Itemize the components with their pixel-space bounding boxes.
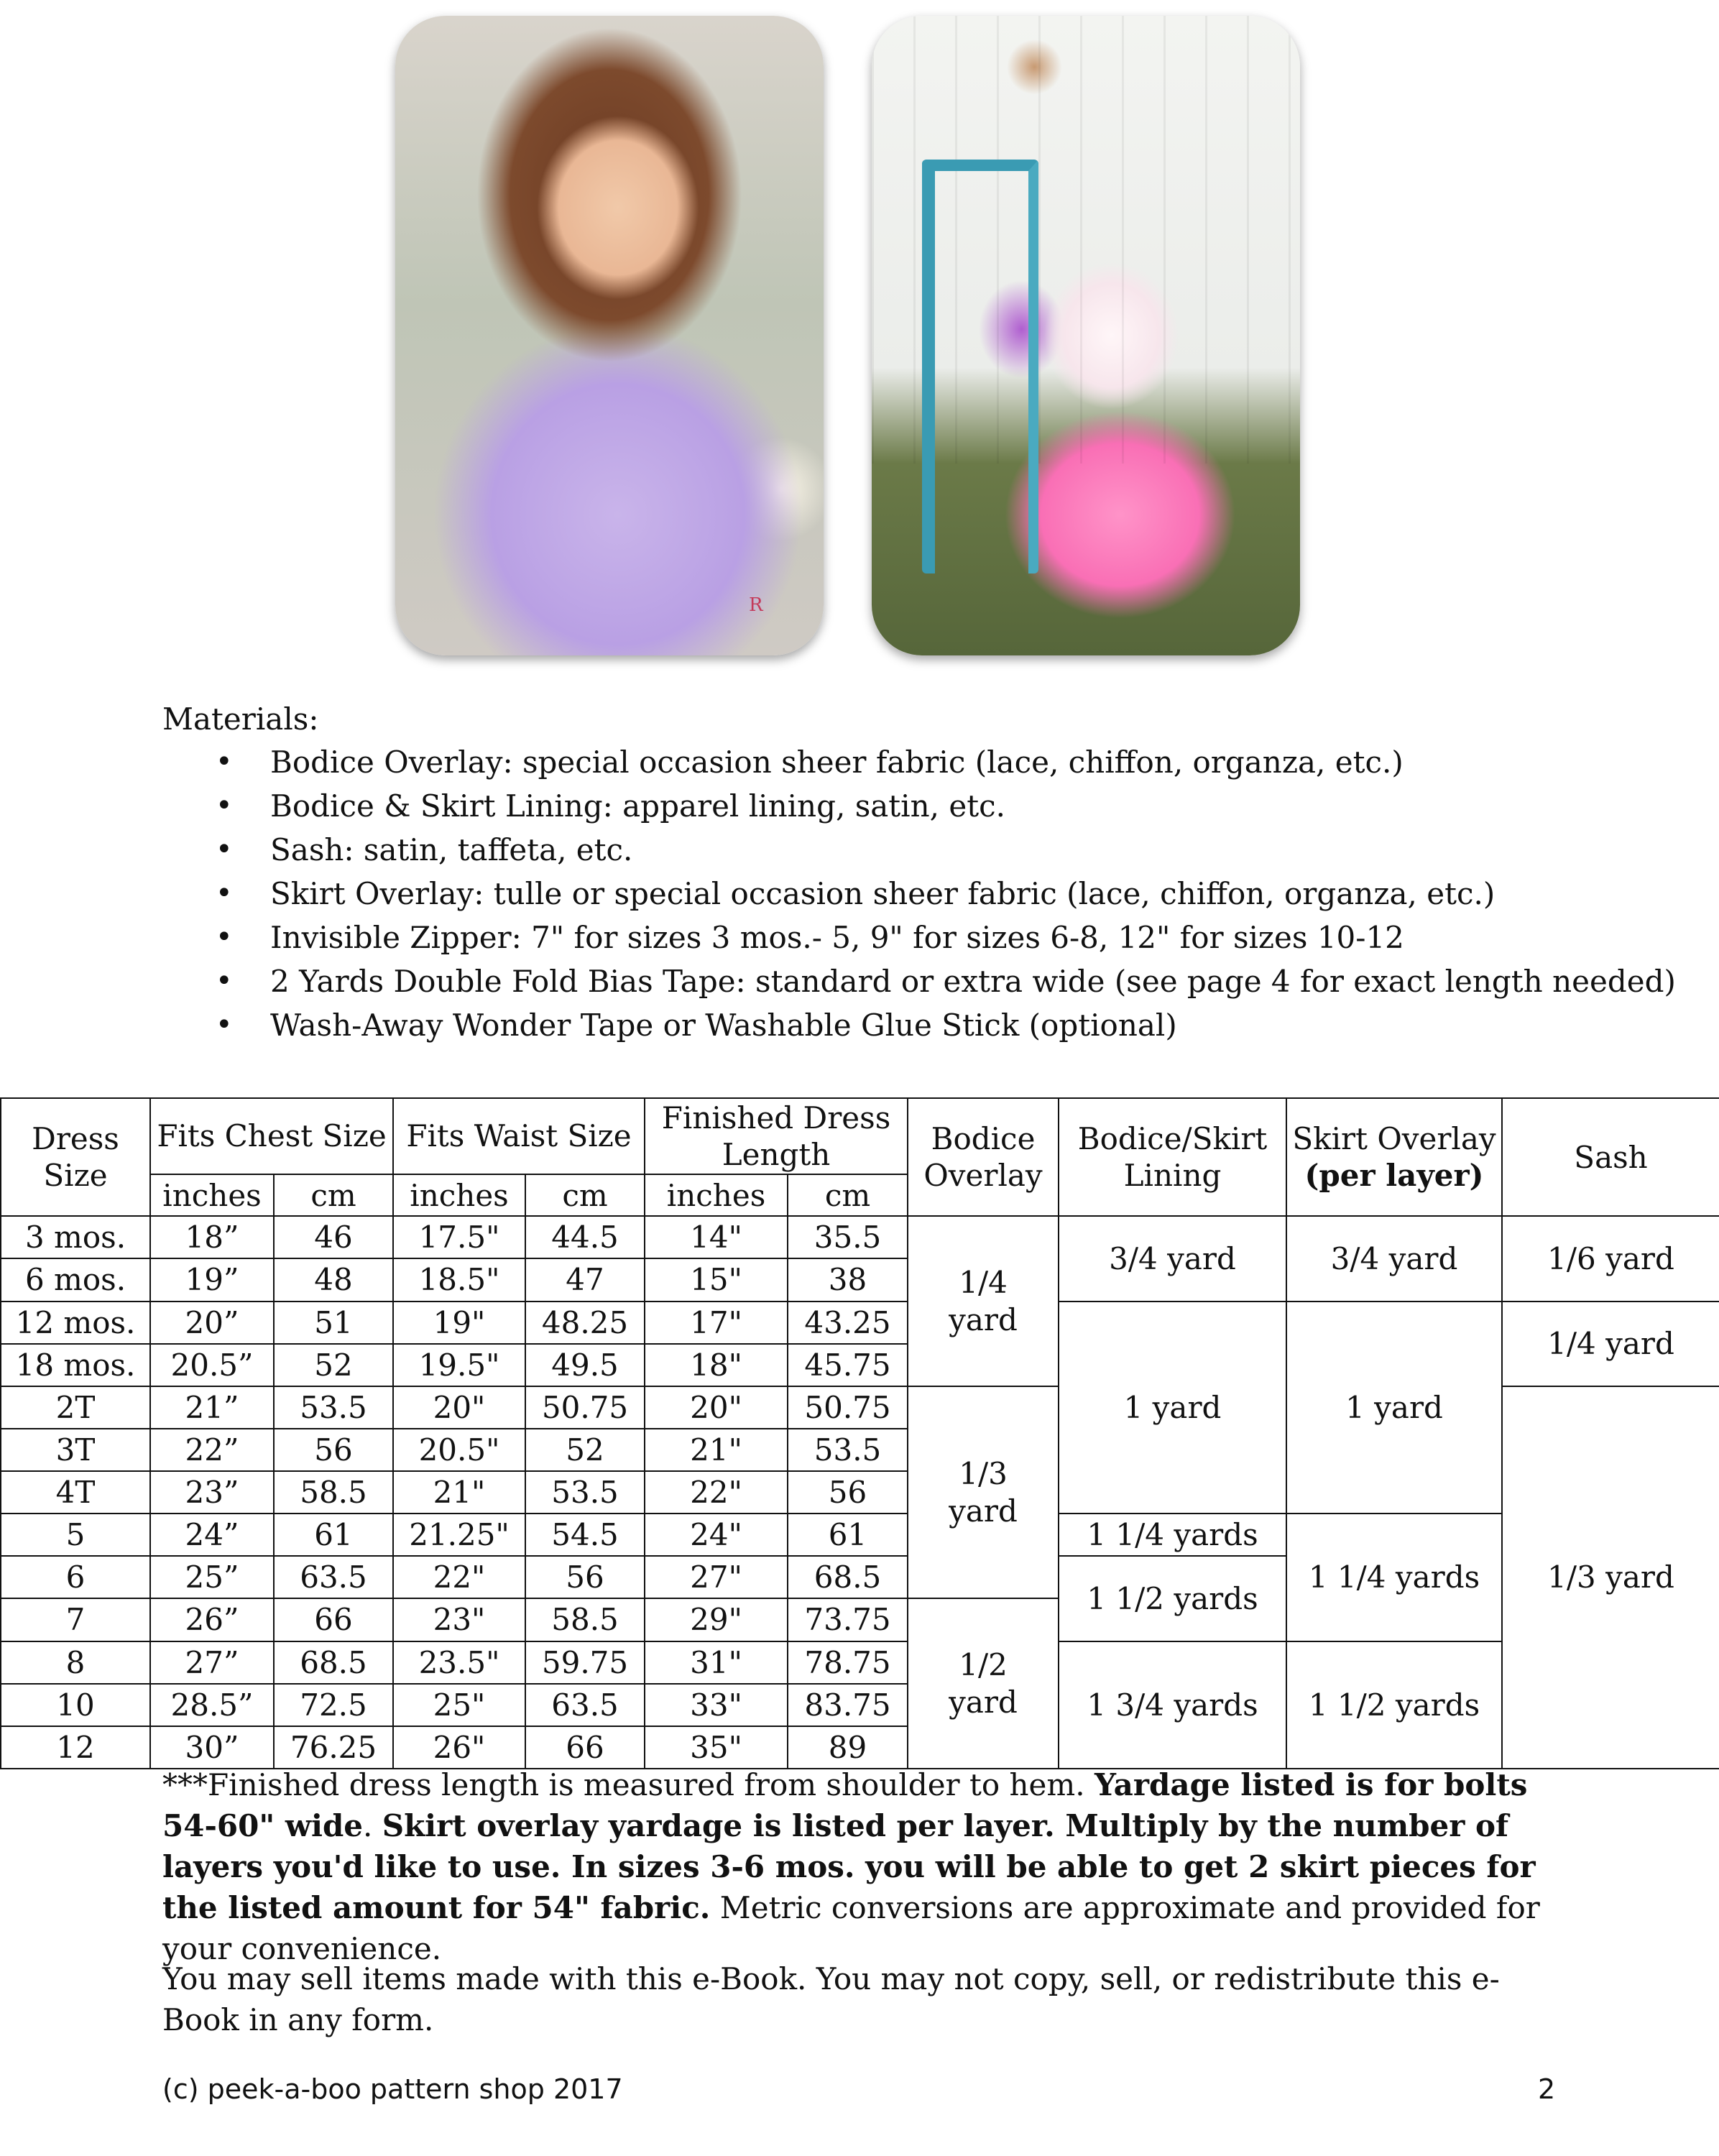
- table-cell: 8: [1, 1641, 150, 1684]
- bodice-yardage-cell: 1/4 yard: [908, 1216, 1059, 1386]
- photographer-logo: R: [749, 594, 763, 616]
- table-cell: 53.5: [525, 1471, 645, 1514]
- table-cell: 26”: [150, 1598, 274, 1641]
- table-cell: 20”: [150, 1302, 274, 1344]
- table-cell: 72.5: [274, 1684, 393, 1726]
- table-cell: 15": [645, 1258, 788, 1301]
- table-cell: 6 mos.: [1, 1258, 150, 1301]
- table-cell: 56: [274, 1429, 393, 1471]
- header-length: Finished Dress Length: [645, 1098, 908, 1174]
- yardage-note: [162, 1764, 1557, 1969]
- list-item: • Sash: satin, taffeta, etc.: [216, 828, 1676, 872]
- sash-yardage-cell: 1/4 yard: [1502, 1302, 1719, 1386]
- table-cell: 3T: [1, 1429, 150, 1471]
- table-cell: 68.5: [788, 1556, 908, 1598]
- list-item: • 2 Yards Double Fold Bias Tape: standard or extra wide (see page 4 for exact length needed): [216, 959, 1676, 1003]
- table-cell: 22”: [150, 1429, 274, 1471]
- subheader-inches: inches: [645, 1174, 788, 1216]
- table-row: [1, 1514, 1719, 1556]
- table-cell: 61: [274, 1514, 393, 1556]
- table-cell: 27": [645, 1556, 788, 1598]
- list-item: • Skirt Overlay: tulle or special occasion sheer fabric (lace, chiffon, organza, etc.): [216, 872, 1676, 916]
- table-cell: 21": [393, 1471, 525, 1514]
- note-bold-text: Skirt overlay yardage is listed per layer. Multiply by the number of layers you'd like to use. In sizes 3-6 mos. you will be able to get 2 skirt pieces for the listed amount for 54" fabric.: [162, 1808, 1536, 1925]
- note-bold-text: Yardage listed is for bolts 54-60" wide: [162, 1767, 1528, 1843]
- table-cell: 50.75: [525, 1386, 645, 1429]
- sash-yardage-cell: 1/3 yard: [1502, 1386, 1719, 1769]
- header-sash: Sash: [1502, 1098, 1719, 1216]
- table-cell: 66: [525, 1726, 645, 1769]
- table-cell: 51: [274, 1302, 393, 1344]
- table-row: [1, 1641, 1719, 1684]
- table-cell: 18 mos.: [1, 1344, 150, 1386]
- lining-yardage-cell: 1 3/4 yards: [1059, 1641, 1286, 1769]
- table-cell: 18”: [150, 1216, 274, 1258]
- table-cell: 76.25: [274, 1726, 393, 1769]
- table-cell: 78.75: [788, 1641, 908, 1684]
- table-cell: 17.5": [393, 1216, 525, 1258]
- table-cell: 58.5: [274, 1471, 393, 1514]
- table-cell: 63.5: [274, 1556, 393, 1598]
- table-cell: 52: [274, 1344, 393, 1386]
- table-cell: 66: [274, 1598, 393, 1641]
- table-cell: 43.25: [788, 1302, 908, 1344]
- usage-rights: You may sell items made with this e-Book. You may not copy, sell, or redistribute this e-Book in any form.: [162, 1961, 1500, 2037]
- subheader-cm: cm: [525, 1174, 645, 1216]
- skirt-yardage-cell: 1 1/2 yards: [1286, 1641, 1502, 1769]
- page-number: 2: [1538, 2073, 1556, 2105]
- table-cell: 18.5": [393, 1258, 525, 1301]
- table-cell: 19.5": [393, 1344, 525, 1386]
- table-cell: 5: [1, 1514, 150, 1556]
- table-cell: 23": [393, 1598, 525, 1641]
- sash-yardage-cell: 1/6 yard: [1502, 1216, 1719, 1301]
- table-cell: 47: [525, 1258, 645, 1301]
- subheader-inches: inches: [393, 1174, 525, 1216]
- table-cell: 12 mos.: [1, 1302, 150, 1344]
- table-cell: 20": [393, 1386, 525, 1429]
- table-row: [1, 1302, 1719, 1344]
- table-cell: 44.5: [525, 1216, 645, 1258]
- table-row: [1, 1216, 1719, 1258]
- table-cell: 35": [645, 1726, 788, 1769]
- table-cell: 61: [788, 1514, 908, 1556]
- table-cell: 53.5: [274, 1386, 393, 1429]
- table-cell: 19": [393, 1302, 525, 1344]
- list-item: • Invisible Zipper: 7" for sizes 3 mos.- 5, 9" for sizes 6-8, 12" for sizes 10-12: [216, 916, 1676, 959]
- table-cell: 29": [645, 1598, 788, 1641]
- lining-yardage-cell: 1 1/4 yards: [1059, 1514, 1286, 1556]
- blue-chair: [922, 160, 1038, 573]
- photo-girl-pink-dress: [872, 16, 1300, 655]
- table-cell: 22": [393, 1556, 525, 1598]
- table-cell: 25": [393, 1684, 525, 1726]
- table-cell: 23.5": [393, 1641, 525, 1684]
- list-item: • Bodice Overlay: special occasion sheer fabric (lace, chiffon, organza, etc.): [216, 740, 1676, 784]
- table-cell: 49.5: [525, 1344, 645, 1386]
- table-cell: 27”: [150, 1641, 274, 1684]
- header-skirt-overlay-label: Skirt Overlay: [1292, 1120, 1496, 1156]
- header-waist: Fits Waist Size: [393, 1098, 645, 1174]
- table-cell: 28.5”: [150, 1684, 274, 1726]
- table-cell: 31": [645, 1641, 788, 1684]
- note-text: .: [363, 1808, 382, 1843]
- header-bodice-overlay: Bodice Overlay: [908, 1098, 1059, 1216]
- skirt-yardage-cell: 1 yard: [1286, 1302, 1502, 1514]
- table-cell: 53.5: [788, 1429, 908, 1471]
- header-skirt-overlay: [1286, 1098, 1502, 1216]
- materials-heading: Materials:: [162, 701, 319, 737]
- table-cell: 18": [645, 1344, 788, 1386]
- table-cell: 21": [645, 1429, 788, 1471]
- table-cell: 48: [274, 1258, 393, 1301]
- table-cell: 58.5: [525, 1598, 645, 1641]
- lining-yardage-cell: 1 1/2 yards: [1059, 1556, 1286, 1641]
- table-cell: 21”: [150, 1386, 274, 1429]
- table-cell: 46: [274, 1216, 393, 1258]
- table-cell: 50.75: [788, 1386, 908, 1429]
- lining-yardage-cell: 1 yard: [1059, 1302, 1286, 1514]
- table-cell: 24”: [150, 1514, 274, 1556]
- table-cell: 22": [645, 1471, 788, 1514]
- skirt-yardage-cell: 3/4 yard: [1286, 1216, 1502, 1301]
- table-cell: 38: [788, 1258, 908, 1301]
- table-cell: 52: [525, 1429, 645, 1471]
- header-skirt-overlay-sub: (per layer): [1304, 1158, 1484, 1194]
- table-cell: 20.5": [393, 1429, 525, 1471]
- list-item: • Bodice & Skirt Lining: apparel lining, satin, etc.: [216, 784, 1676, 828]
- table-cell: 12: [1, 1726, 150, 1769]
- subheader-cm: cm: [274, 1174, 393, 1216]
- table-cell: 56: [788, 1471, 908, 1514]
- table-cell: 6: [1, 1556, 150, 1598]
- table-cell: 2T: [1, 1386, 150, 1429]
- materials-list: [216, 740, 1676, 1047]
- bodice-yardage-cell: 1/2 yard: [908, 1598, 1059, 1769]
- table-cell: 33": [645, 1684, 788, 1726]
- table-cell: 59.75: [525, 1641, 645, 1684]
- lining-yardage-cell: 3/4 yard: [1059, 1216, 1286, 1301]
- table-cell: 3 mos.: [1, 1216, 150, 1258]
- table-cell: 14": [645, 1216, 788, 1258]
- note-text: ***Finished dress length is measured from shoulder to hem.: [162, 1767, 1094, 1802]
- table-cell: 25”: [150, 1556, 274, 1598]
- subheader-inches: inches: [150, 1174, 274, 1216]
- table-cell: 10: [1, 1684, 150, 1726]
- table-cell: 35.5: [788, 1216, 908, 1258]
- list-item: • Wash-Away Wonder Tape or Washable Glue Stick (optional): [216, 1003, 1676, 1047]
- table-cell: 20.5”: [150, 1344, 274, 1386]
- bodice-yardage-cell: 1/3 yard: [908, 1386, 1059, 1599]
- table-cell: 24": [645, 1514, 788, 1556]
- table-cell: 21.25": [393, 1514, 525, 1556]
- table-cell: 30”: [150, 1726, 274, 1769]
- header-chest: Fits Chest Size: [150, 1098, 393, 1174]
- note-text: Metric conversions are approximate and provided for your convenience.: [162, 1890, 1540, 1966]
- table-cell: 54.5: [525, 1514, 645, 1556]
- table-cell: 73.75: [788, 1598, 908, 1641]
- table-cell: 7: [1, 1598, 150, 1641]
- table-cell: 20": [645, 1386, 788, 1429]
- table-cell: 4T: [1, 1471, 150, 1514]
- table-cell: 23”: [150, 1471, 274, 1514]
- photo-girl-lavender-dress: [395, 16, 824, 655]
- header-dress-size: Dress Size: [1, 1098, 150, 1216]
- size-chart-table: [0, 1097, 1719, 1769]
- table-cell: 63.5: [525, 1684, 645, 1726]
- table-cell: 19”: [150, 1258, 274, 1301]
- table-cell: 89: [788, 1726, 908, 1769]
- table-cell: 45.75: [788, 1344, 908, 1386]
- table-cell: 83.75: [788, 1684, 908, 1726]
- table-cell: 26": [393, 1726, 525, 1769]
- table-cell: 56: [525, 1556, 645, 1598]
- header-lining: Bodice/Skirt Lining: [1059, 1098, 1286, 1216]
- table-cell: 68.5: [274, 1641, 393, 1684]
- table-cell: 17": [645, 1302, 788, 1344]
- subheader-cm: cm: [788, 1174, 908, 1216]
- footer-copyright: (c) peek-a-boo pattern shop 2017: [162, 2073, 623, 2105]
- table-cell: 48.25: [525, 1302, 645, 1344]
- skirt-yardage-cell: 1 1/4 yards: [1286, 1514, 1502, 1641]
